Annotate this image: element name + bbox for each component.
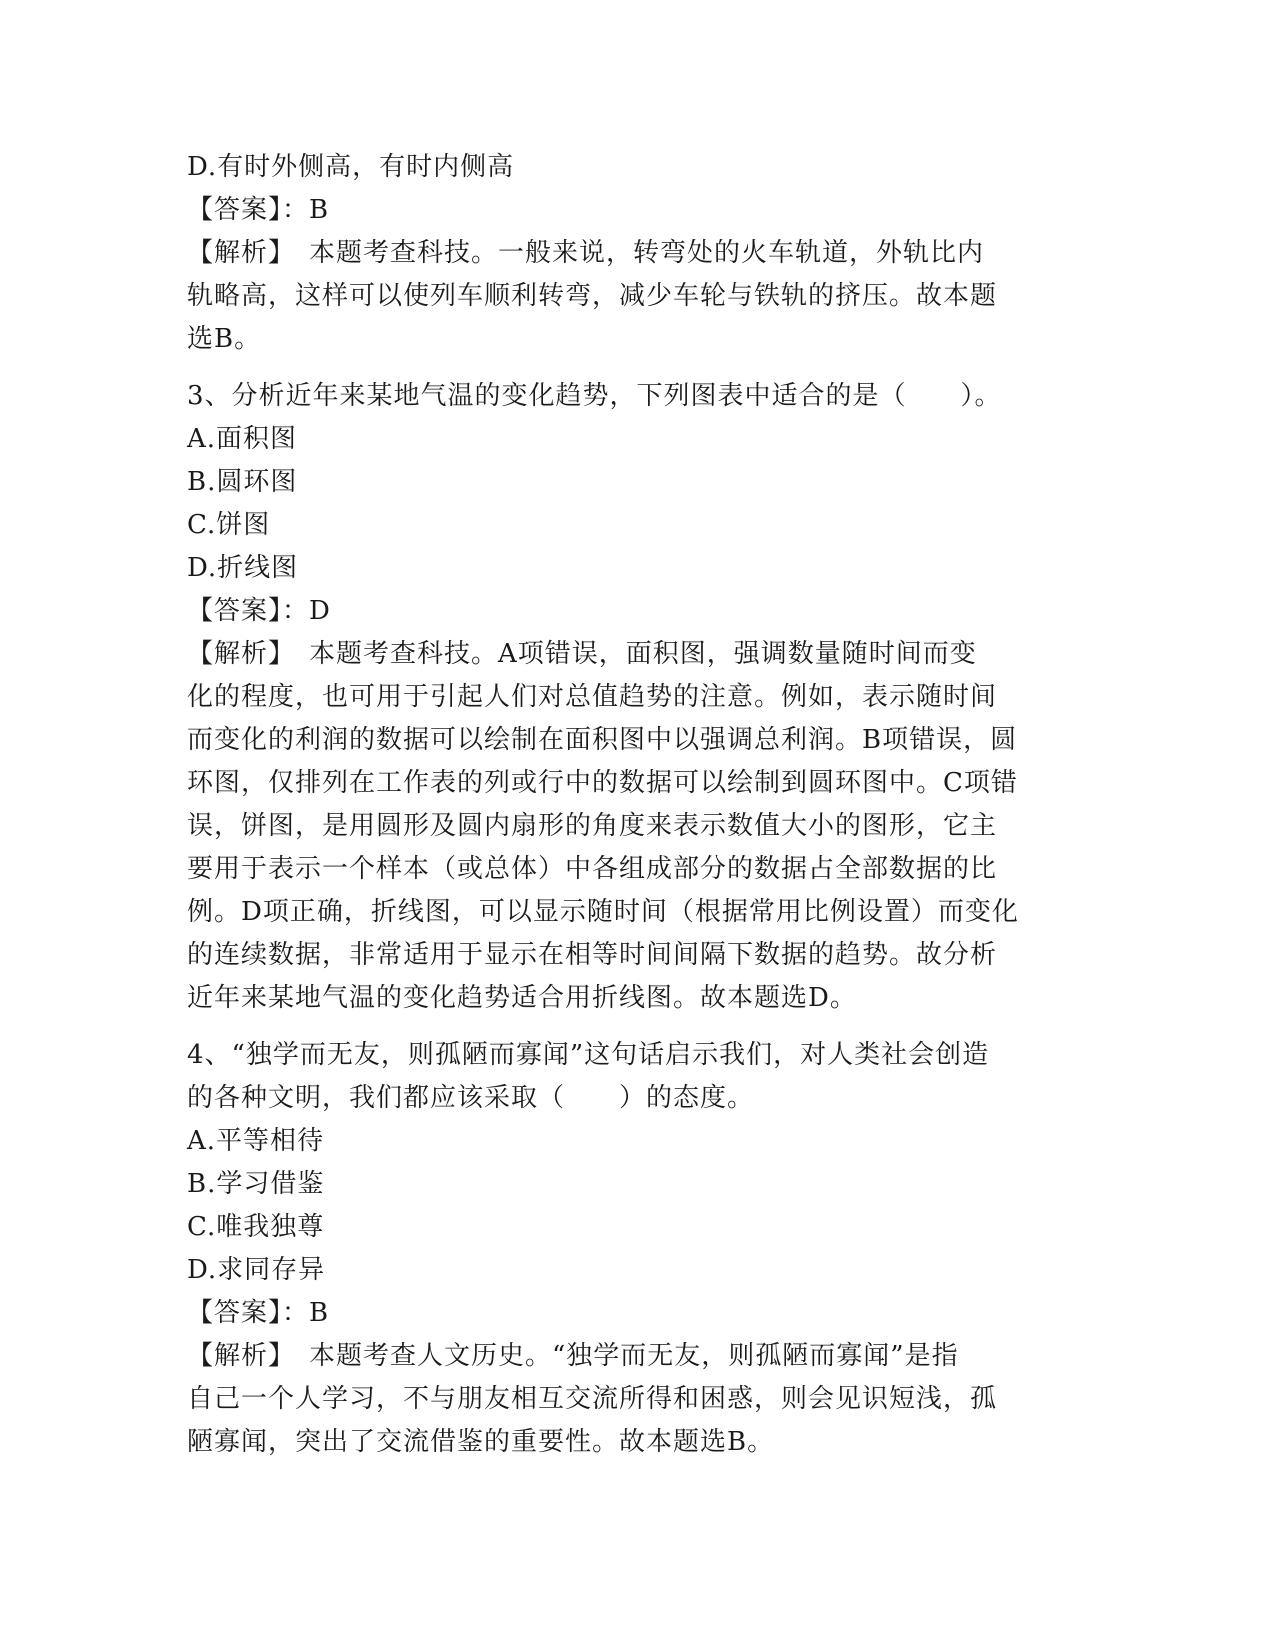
question-4 [187, 1034, 1087, 1464]
question-3 [187, 375, 1087, 1020]
q3-question: 3、分析近年来某地气温的变化趋势，下列图表中适合的是（ ）。 [187, 381, 1002, 411]
q4-question-line: 的各种文明，我们都应该采取（ ）的态度。 [187, 1083, 755, 1113]
q4-option-d: D.求同存异 [187, 1255, 326, 1285]
q3-analysis-line: 误，饼图，是用圆形及圆内扇形的角度来表示数值大小的图形，它主 [187, 811, 998, 841]
q4-answer: 【答案】：B [187, 1298, 330, 1328]
q3-analysis-line: 而变化的利润的数据可以绘制在面积图中以强调总利润。B项错误，圆 [187, 725, 1018, 755]
document-page [187, 146, 1087, 1464]
q4-option-a: A.平等相待 [187, 1126, 325, 1156]
q2-analysis-line: 【解析】 本题考查科技。一般来说，转弯处的火车轨道，外轨比内 [187, 238, 985, 268]
q3-analysis-line: 化的程度，也可用于引起人们对总值趋势的注意。例如，表示随时间 [187, 682, 998, 712]
q3-option-b: B.圆环图 [187, 467, 298, 497]
q3-analysis-line: 环图，仅排列在工作表的列或行中的数据可以绘制到圆环图中。C项错 [187, 768, 1018, 798]
q4-option-b: B.学习借鉴 [187, 1169, 325, 1199]
q2-analysis-line: 选B。 [187, 324, 262, 354]
q3-analysis-line: 例。D项正确，折线图，可以显示随时间（根据常用比例设置）而变化 [187, 897, 1019, 927]
q3-analysis-line: 近年来某地气温的变化趋势适合用折线图。故本题选D。 [187, 983, 857, 1013]
question-2-tail [187, 146, 1087, 361]
q2-option-d: D.有时外侧高，有时内侧高 [187, 152, 515, 182]
q3-analysis-line: 【解析】 本题考查科技。A项错误，面积图，强调数量随时间而变 [187, 639, 977, 669]
q3-analysis-line: 的连续数据，非常适用于显示在相等时间间隔下数据的趋势。故分析 [187, 940, 998, 970]
q4-analysis-line: 【解析】 本题考查人文历史。“独学而无友，则孤陋而寡闻”是指 [187, 1341, 959, 1371]
q2-answer: 【答案】：B [187, 195, 330, 225]
q4-option-c: C.唯我独尊 [187, 1212, 325, 1242]
q2-analysis-line: 轨略高，这样可以使列车顺利转弯，减少车轮与铁轨的挤压。故本题 [187, 281, 998, 311]
q4-analysis-line: 陋寡闻，突出了交流借鉴的重要性。故本题选B。 [187, 1427, 775, 1457]
q4-question-line: 4、“独学而无友，则孤陋而寡闻”这句话启示我们，对人类社会创造 [187, 1040, 990, 1070]
q3-answer: 【答案】：D [187, 596, 331, 626]
q3-option-d: D.折线图 [187, 553, 299, 583]
q3-option-c: C.饼图 [187, 510, 271, 540]
q4-analysis-line: 自己一个人学习，不与朋友相互交流所得和困惑，则会见识短浅，孤 [187, 1384, 998, 1414]
q3-option-a: A.面积图 [187, 424, 298, 454]
q3-analysis-line: 要用于表示一个样本（或总体）中各组成部分的数据占全部数据的比 [187, 854, 998, 884]
